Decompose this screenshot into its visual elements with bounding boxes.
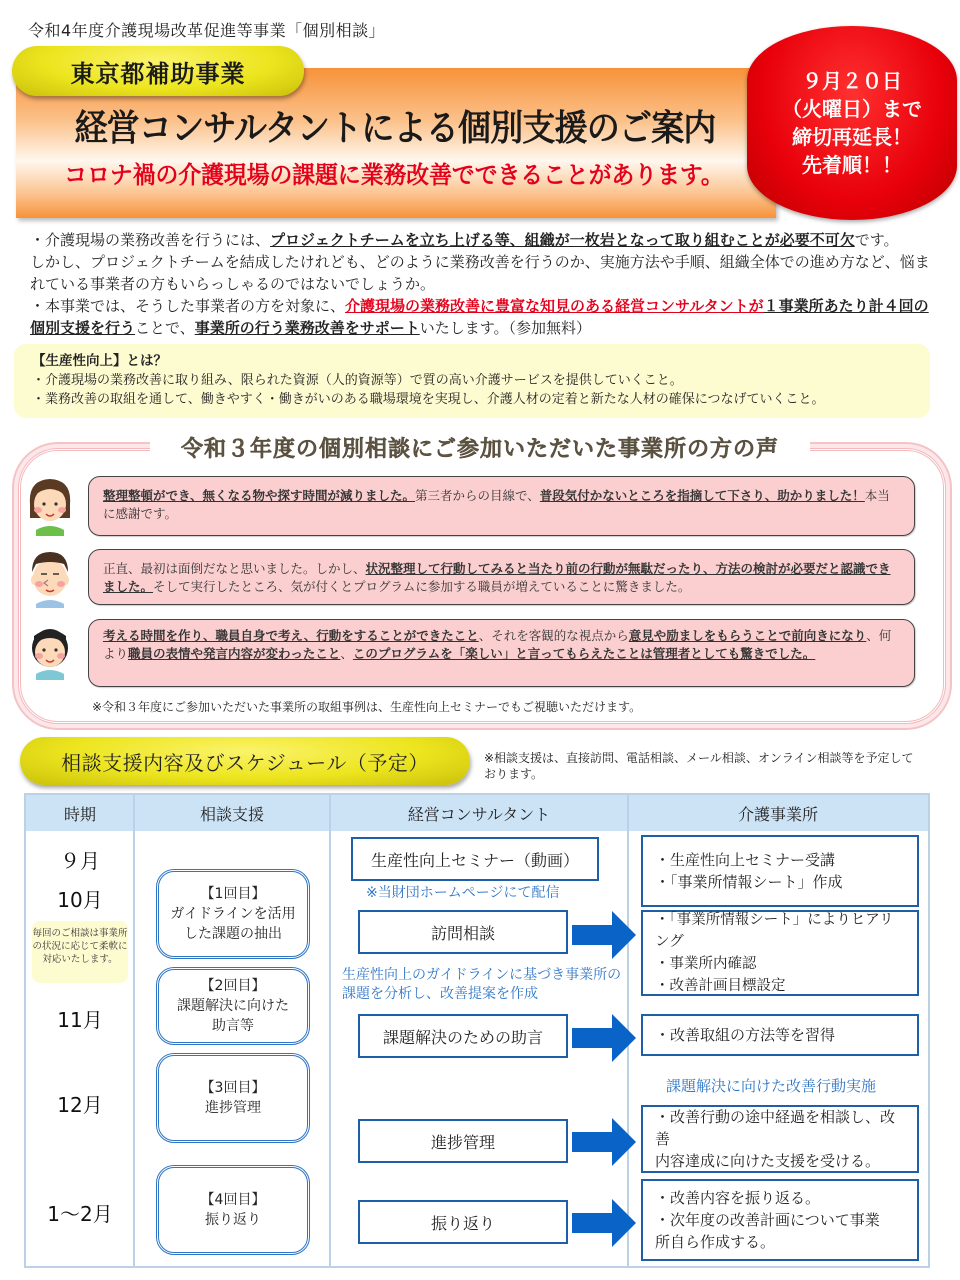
round-number: 【3回目】	[200, 1080, 266, 1096]
round-text: ガイドラインを活用	[170, 906, 296, 922]
deadline-weekday: （火曜日）まで	[782, 97, 922, 121]
woman-avatar-icon	[24, 474, 76, 536]
visit-consultation-box: 訪問相談	[358, 910, 568, 954]
flexible-note: 毎回のご相談は事業所の状況に応じて柔軟に対応いたします。	[32, 921, 128, 983]
facility-item: ・改善内容を振り返る。	[655, 1189, 821, 1207]
facility-box-progress	[641, 1105, 919, 1173]
page-title: 経営コンサルタントによる個別支援のご案内	[74, 108, 716, 149]
facility-item: 所自ら作成する。	[655, 1233, 776, 1251]
column-divider	[329, 795, 331, 1266]
intro-text-segment: です。	[854, 231, 899, 249]
facility-item: ・改善取組の方法等を習得	[655, 1026, 836, 1044]
header-consultant: 経営コンサルタント	[407, 804, 551, 824]
productivity-item: ・業務改善の取組を通して、働きやすく・働きがいのある職場環境を実現し、介護人材の定着と新たな人材の確保につなげていくこと。	[32, 392, 825, 407]
intro-emphasis: 事業所の行う業務改善をサポート	[194, 319, 420, 337]
page-subtitle: コロナ禍の介護現場の課題に業務改善でできることがあります。	[64, 161, 724, 189]
testimonial-emphasis: 職員の表情や発言内容が変わったこと	[128, 646, 341, 661]
intro-emphasis: プロジェクトチームを立ち上げる等、組織が一枚岩となって取り組むことが必要不可欠	[270, 231, 855, 249]
productivity-title: 【生産性向上】とは？	[32, 353, 167, 369]
deadline-extended: 締切再延長！	[792, 125, 912, 149]
review-box: 振り返り	[358, 1200, 568, 1244]
testimonial-text: 正直、最初は面倒だなと思いました。しかし、	[103, 561, 366, 576]
facility-item: 内容達成に向けた支援を受ける。	[655, 1152, 881, 1170]
facility-item: ・改善行動の途中経過を相談し、改善	[655, 1108, 896, 1148]
testimonial-text: 、何より	[103, 628, 892, 661]
schedule-note: ※相談支援は、直接訪問、電話相談、メール相談、オンライン相談等を予定しております。	[484, 751, 914, 781]
intro-text-segment: ・介護現場の業務改善を行うには、	[30, 231, 271, 249]
month-december: 12月	[57, 1093, 103, 1117]
facility-item: ・「事業所情報シート」によりヒアリング	[655, 912, 894, 950]
round-text: 振り返り	[205, 1212, 261, 1228]
intro-paragraph-3	[30, 295, 935, 339]
schedule-table	[24, 793, 930, 1268]
facility-box-seminar	[641, 835, 919, 907]
voices-footnote: ※令和３年度にご参加いただいた事業所の取組事例は、生産性向上セミナーでもご視聴いただけます。	[92, 700, 642, 714]
improvement-action-note: 課題解決に向けた改善行動実施	[666, 1077, 877, 1095]
arrow-right-icon	[572, 911, 636, 959]
facility-item: ・改善計画目標設定	[655, 978, 786, 994]
intro-red-emphasis: 介護現場の業務改善に豊富な知見のある経営コンサルタントが	[345, 297, 764, 315]
analysis-note-line: 生産性向上のガイドラインに基づき事業所の	[342, 967, 622, 983]
analysis-note	[342, 966, 621, 1004]
facility-box-hearing	[641, 910, 919, 996]
testimonial-text: 第三者からの目線で、	[415, 488, 540, 503]
deadline-date: ９月２０日	[802, 69, 902, 93]
deadline-first-come: 先着順！！	[802, 153, 902, 177]
round-number: 【1回目】	[200, 886, 266, 902]
round-3-card	[156, 1053, 310, 1143]
voices-section-title: 令和３年度の個別相談にご参加いただいた事業所の方の声	[180, 437, 779, 462]
intro-text	[30, 229, 935, 339]
analysis-note-line: 課題を分析し、改善提案を作成	[342, 986, 538, 1002]
testimonial-emphasis: 意見や励ましをもらうことで前向きになり	[628, 628, 867, 643]
productivity-definition-box	[14, 344, 930, 418]
intro-text-segment: ことで、	[135, 319, 195, 337]
intro-paragraph-1	[30, 229, 935, 251]
testimonial-emphasis: 考える時間を作り、職員自身で考え、行動をすることができたこと	[103, 628, 479, 643]
productivity-item: ・介護現場の業務改善に取り組み、限られた資源（人的資源等）で質の高い介護サービスを提供していくこと。	[32, 373, 683, 388]
intro-text-segment: いたします。（参加無料）	[419, 319, 592, 337]
round-text: 進捗管理	[205, 1100, 261, 1116]
testimonial-emphasis: 整理整頓ができ、無くなる物や探す時間が減りました。	[103, 488, 416, 503]
tokyo-subsidy-badge: 東京都補助事業	[12, 46, 304, 96]
month-september: ９月	[60, 849, 100, 873]
deadline-badge	[747, 26, 957, 220]
testimonial-bubble-3	[88, 619, 915, 687]
round-2-card	[156, 967, 310, 1045]
intro-paragraph-2: しかし、プロジェクトチームを結成したけれども、どのように業務改善を行うのか、実施方法や手順、組織全体での進め方など、悩まれている事業者の方もいらっしゃるのではないでしょうか。	[30, 253, 930, 293]
round-text: した課題の抽出	[184, 926, 282, 942]
facility-item: ・事業所内確認	[655, 956, 757, 972]
advice-box: 課題解決のための助言	[358, 1014, 568, 1058]
month-jan-feb: 1～2月	[47, 1202, 113, 1226]
arrow-right-icon	[572, 1118, 636, 1166]
arrow-right-icon	[572, 1014, 636, 1062]
header-period: 時期	[63, 804, 96, 824]
progress-box: 進捗管理	[358, 1119, 568, 1163]
facility-item: ・次年度の改善計画について事業	[655, 1211, 880, 1229]
document-series-label: 令和4年度介護現場改革促進等事業「個別相談」	[28, 21, 386, 40]
month-november: 11月	[57, 1008, 103, 1032]
boy-avatar-icon	[24, 618, 76, 680]
testimonial-text: 、	[340, 646, 353, 661]
testimonial-text: そして実行したところ、気が付くとプログラムに参加する職員が増えていることに驚きました。	[153, 579, 691, 594]
month-october: 10月	[57, 888, 103, 912]
man-avatar-icon	[24, 546, 76, 608]
schedule-section-badge: 相談支援内容及びスケジュール（予定）	[20, 737, 470, 785]
testimonial-emphasis: このプログラムを「楽しい」と言ってもらえたことは管理者としても驚きでした。	[352, 646, 816, 661]
seminar-box: 生産性向上セミナー（動画）	[351, 837, 599, 881]
testimonial-emphasis: 状況整理して行動してみると当たり前の行動が無駄だったり、方法の検討が必要だと認識できました。	[103, 561, 891, 594]
testimonial-text: 、それを客観的な視点から	[478, 628, 629, 643]
round-1-card	[156, 869, 310, 959]
intro-text-segment: ・本事業では、そうした事業者の方を対象に、	[30, 297, 346, 315]
testimonial-emphasis: 普段気付かないところを指摘して下さり、助かりました！	[539, 488, 865, 503]
testimonial-bubble-2	[88, 549, 915, 605]
round-number: 【2回目】	[200, 978, 266, 994]
facility-item: ・生産性向上セミナー受講	[655, 851, 836, 869]
round-number: 【4回目】	[200, 1192, 266, 1208]
round-text: 助言等	[212, 1018, 254, 1034]
intro-emphasis: １事業所あたり計４回の個別支援を行う	[30, 297, 929, 337]
header-facility: 介護事業所	[737, 804, 818, 824]
header-support: 相談支援	[199, 804, 264, 824]
facility-box-learning	[641, 1014, 919, 1056]
seminar-delivery-note: ※当財団ホームページにて配信	[366, 885, 560, 901]
testimonial-text: 本当に感謝です。	[103, 488, 890, 521]
facility-box-review	[641, 1179, 919, 1261]
testimonial-bubble-1	[88, 476, 915, 536]
facility-item: ・「事業所情報シート」作成	[655, 873, 843, 891]
round-4-card	[156, 1165, 310, 1255]
round-text: 課題解決に向けた	[177, 998, 289, 1014]
arrow-right-icon	[572, 1199, 636, 1247]
